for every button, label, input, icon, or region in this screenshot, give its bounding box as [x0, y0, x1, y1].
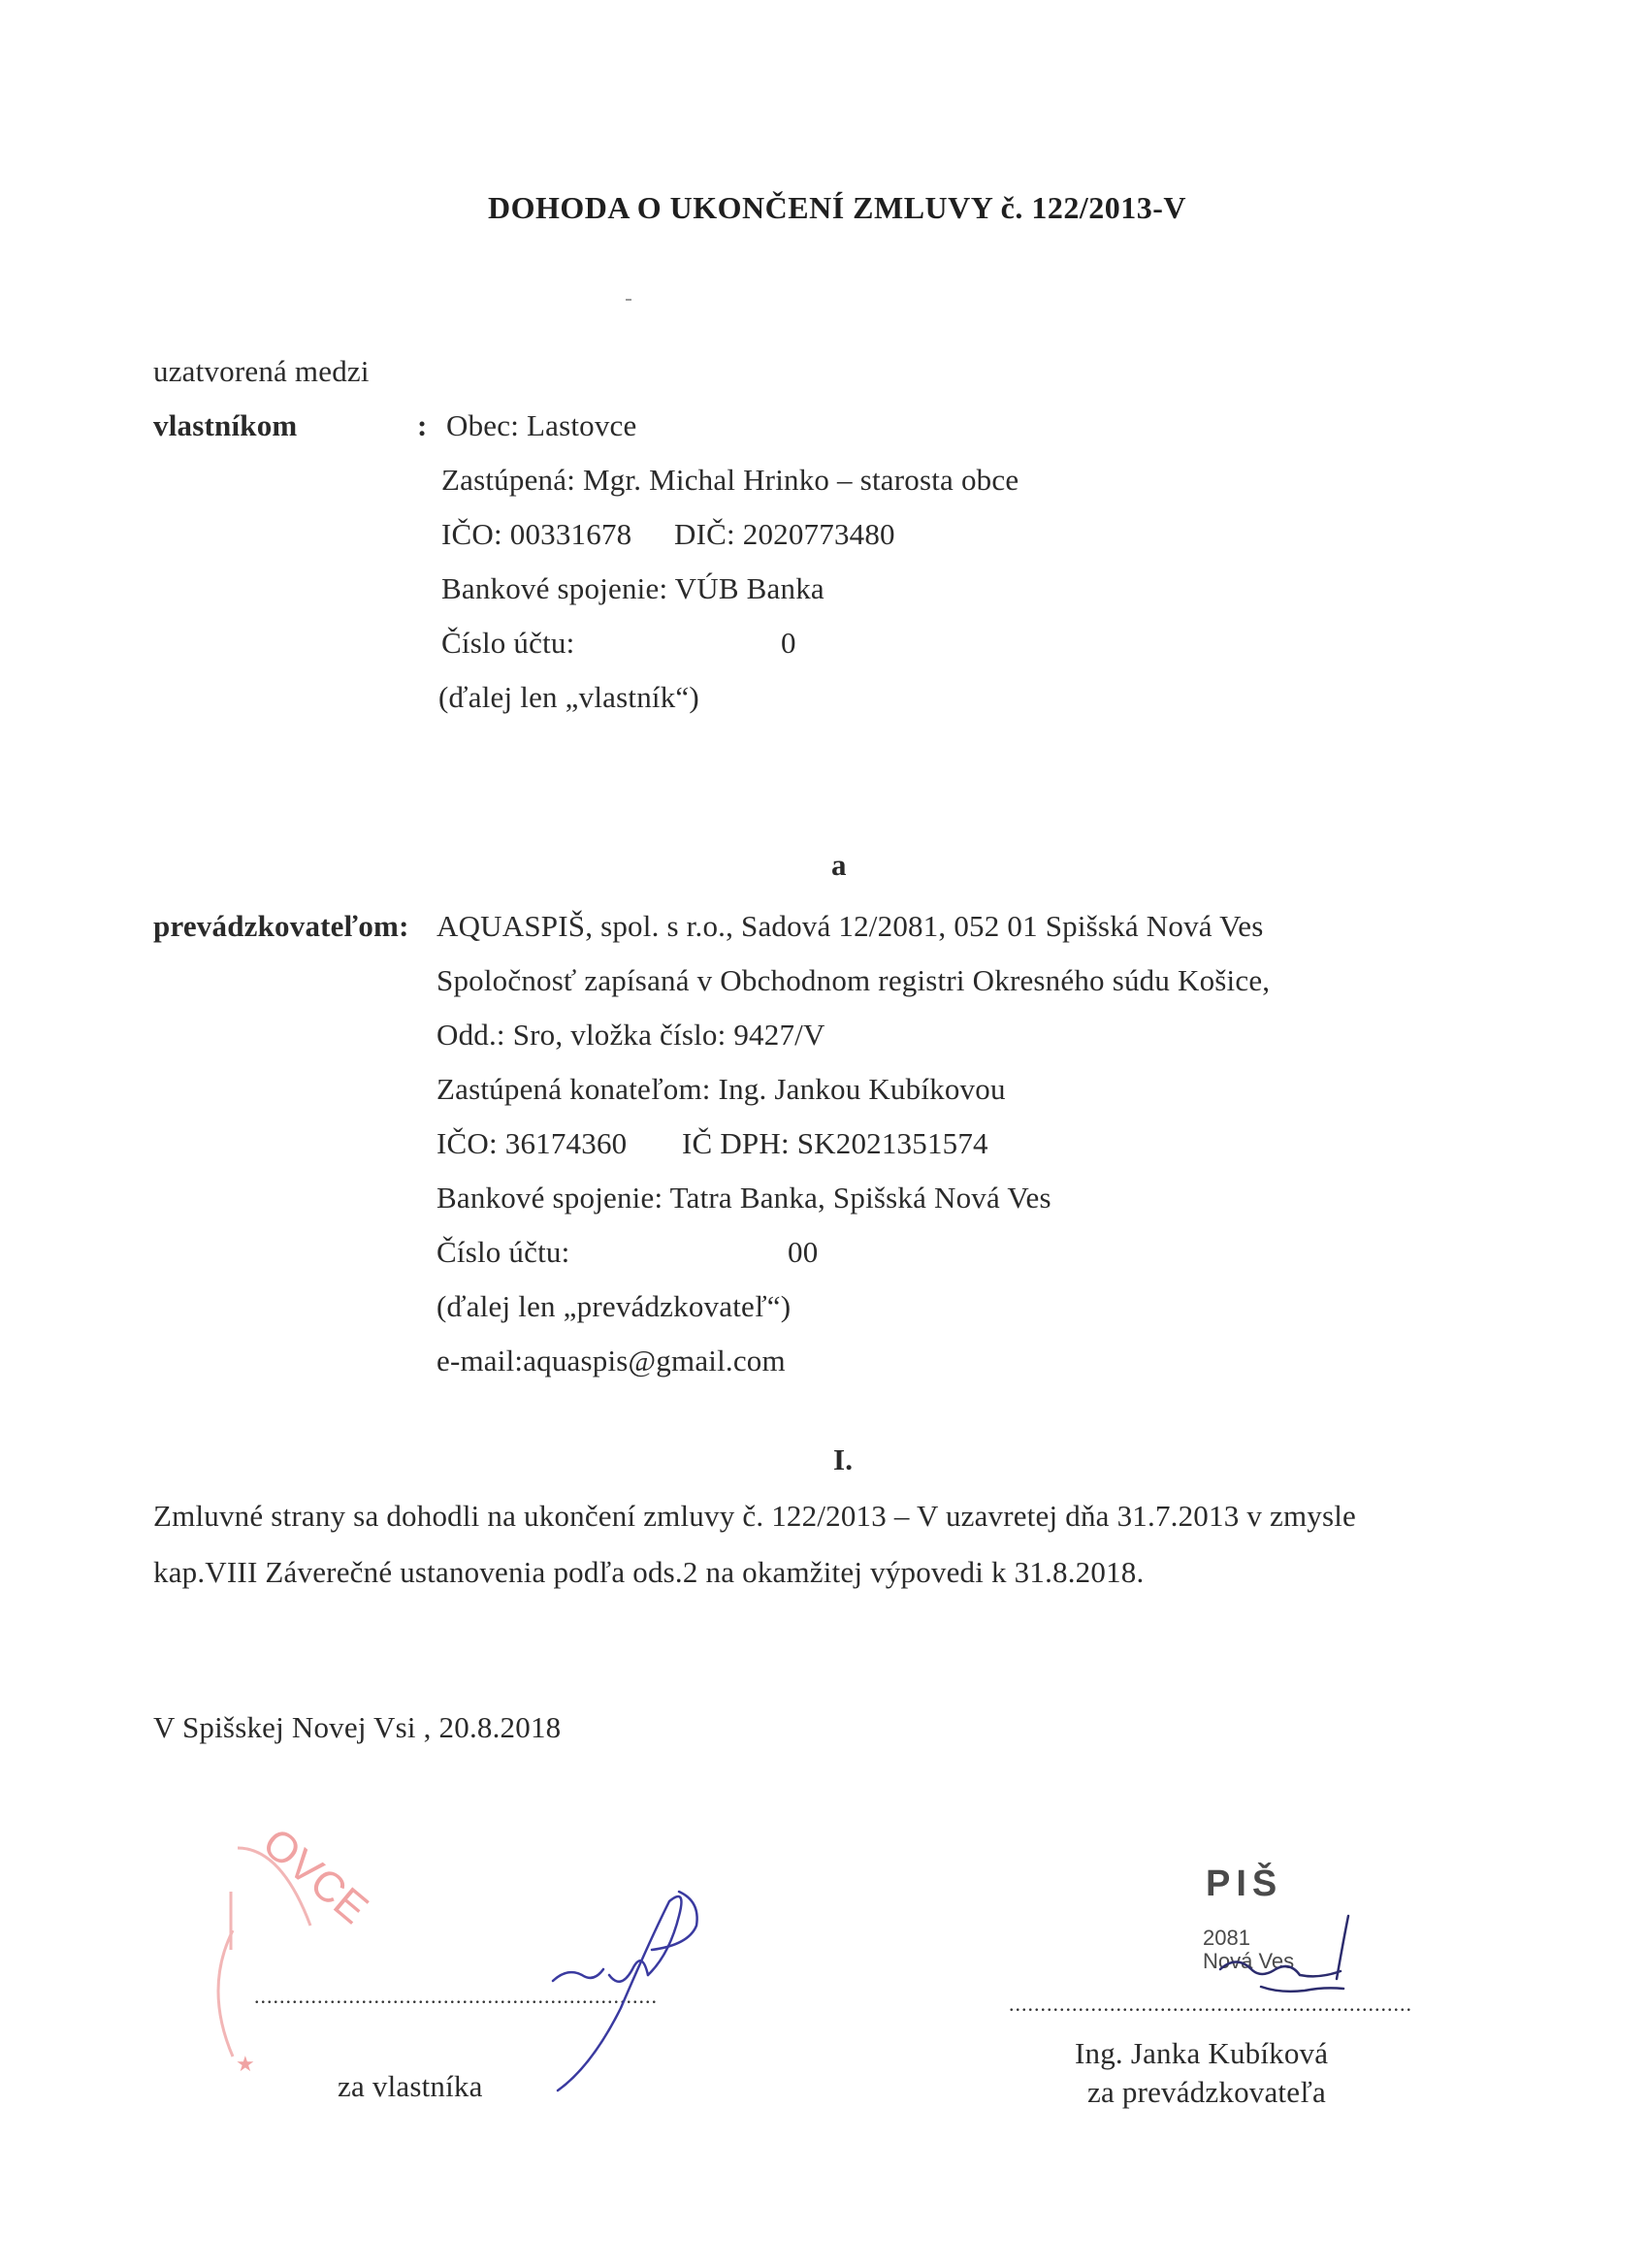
section-text-line-1: Zmluvné strany sa dohodli na ukončení zmluvy č. 122/2013 – V uzavretej dňa 31.7.2013 v zmysle: [153, 1499, 1356, 1533]
operator-stamp-name: PIŠ: [1206, 1863, 1283, 1904]
operator-signature-label: za prevádzkovateľa: [1087, 2075, 1326, 2109]
conjunction: a: [831, 848, 847, 882]
operator-signatory-name: Ing. Janka Kubíková: [1075, 2036, 1329, 2070]
operator-account-label: Číslo účtu:: [436, 1235, 570, 1269]
operator-registry: Spoločnosť zapísaná v Obchodnom registri Okresného súdu Košice,: [436, 963, 1271, 997]
owner-account-value: 0: [781, 626, 796, 660]
owner-signature-line: ................................................................: [254, 1984, 658, 2008]
operator-role-label: prevádzkovateľom:: [153, 909, 409, 943]
section-text-line-2: kap.VIII Záverečné ustanovenia podľa ods.2 na okamžitej výpovedi k 31.8.2018.: [153, 1555, 1145, 1589]
operator-signature-line: ................................................................: [1009, 1992, 1412, 2016]
star-icon: ★: [236, 2052, 255, 2076]
operator-stamp-city: Nová Ves: [1203, 1949, 1295, 1973]
owner-bank: Bankové spojenie: VÚB Banka: [441, 571, 824, 605]
intro-text: uzatvorená medzi: [153, 354, 370, 388]
operator-stamp-number: 2081: [1203, 1926, 1250, 1950]
owner-signature-label: za vlastníka: [338, 2069, 483, 2103]
owner-representative: Zastúpená: Mgr. Michal Hrinko – starosta obce: [441, 463, 1019, 497]
owner-ico: IČO: 00331678: [441, 517, 632, 551]
owner-alias: (ďalej len „vlastník“): [438, 680, 699, 714]
operator-bank: Bankové spojenie: Tatra Banka, Spišská Nová Ves: [436, 1181, 1051, 1215]
operator-company: AQUASPIŠ, spol. s r.o., Sadová 12/2081, 052 01 Spišská Nová Ves: [436, 909, 1264, 943]
owner-colon: :: [417, 408, 428, 442]
operator-ico: IČO: 36174360: [436, 1126, 628, 1160]
owner-account-label: Číslo účtu:: [441, 626, 575, 660]
operator-representative: Zastúpená konateľom: Ing. Jankou Kubíkovou: [436, 1072, 1006, 1106]
owner-dic: DIČ: 2020773480: [674, 517, 895, 551]
owner-signature-scribble: [553, 1892, 697, 2090]
document-title: DOHODA O UKONČENÍ ZMLUVY č. 122/2013-V: [488, 190, 1187, 225]
owner-municipality: Obec: Lastovce: [446, 408, 637, 442]
operator-signature-scribble: [1220, 1916, 1348, 1992]
section-number: I.: [833, 1442, 854, 1476]
place-date: V Spišskej Novej Vsi , 20.8.2018: [153, 1710, 562, 1744]
owner-stamp-text: OVCE: [253, 1819, 377, 1933]
operator-account-value: 00: [788, 1235, 819, 1269]
operator-email: e-mail:aquaspis@gmail.com: [436, 1344, 786, 1377]
operator-alias: (ďalej len „prevádzkovateľ“): [436, 1289, 792, 1323]
operator-registry-number: Odd.: Sro, vložka číslo: 9427/V: [436, 1018, 825, 1052]
operator-vat: IČ DPH: SK2021351574: [682, 1126, 988, 1160]
owner-role-label: vlastníkom: [153, 408, 298, 442]
